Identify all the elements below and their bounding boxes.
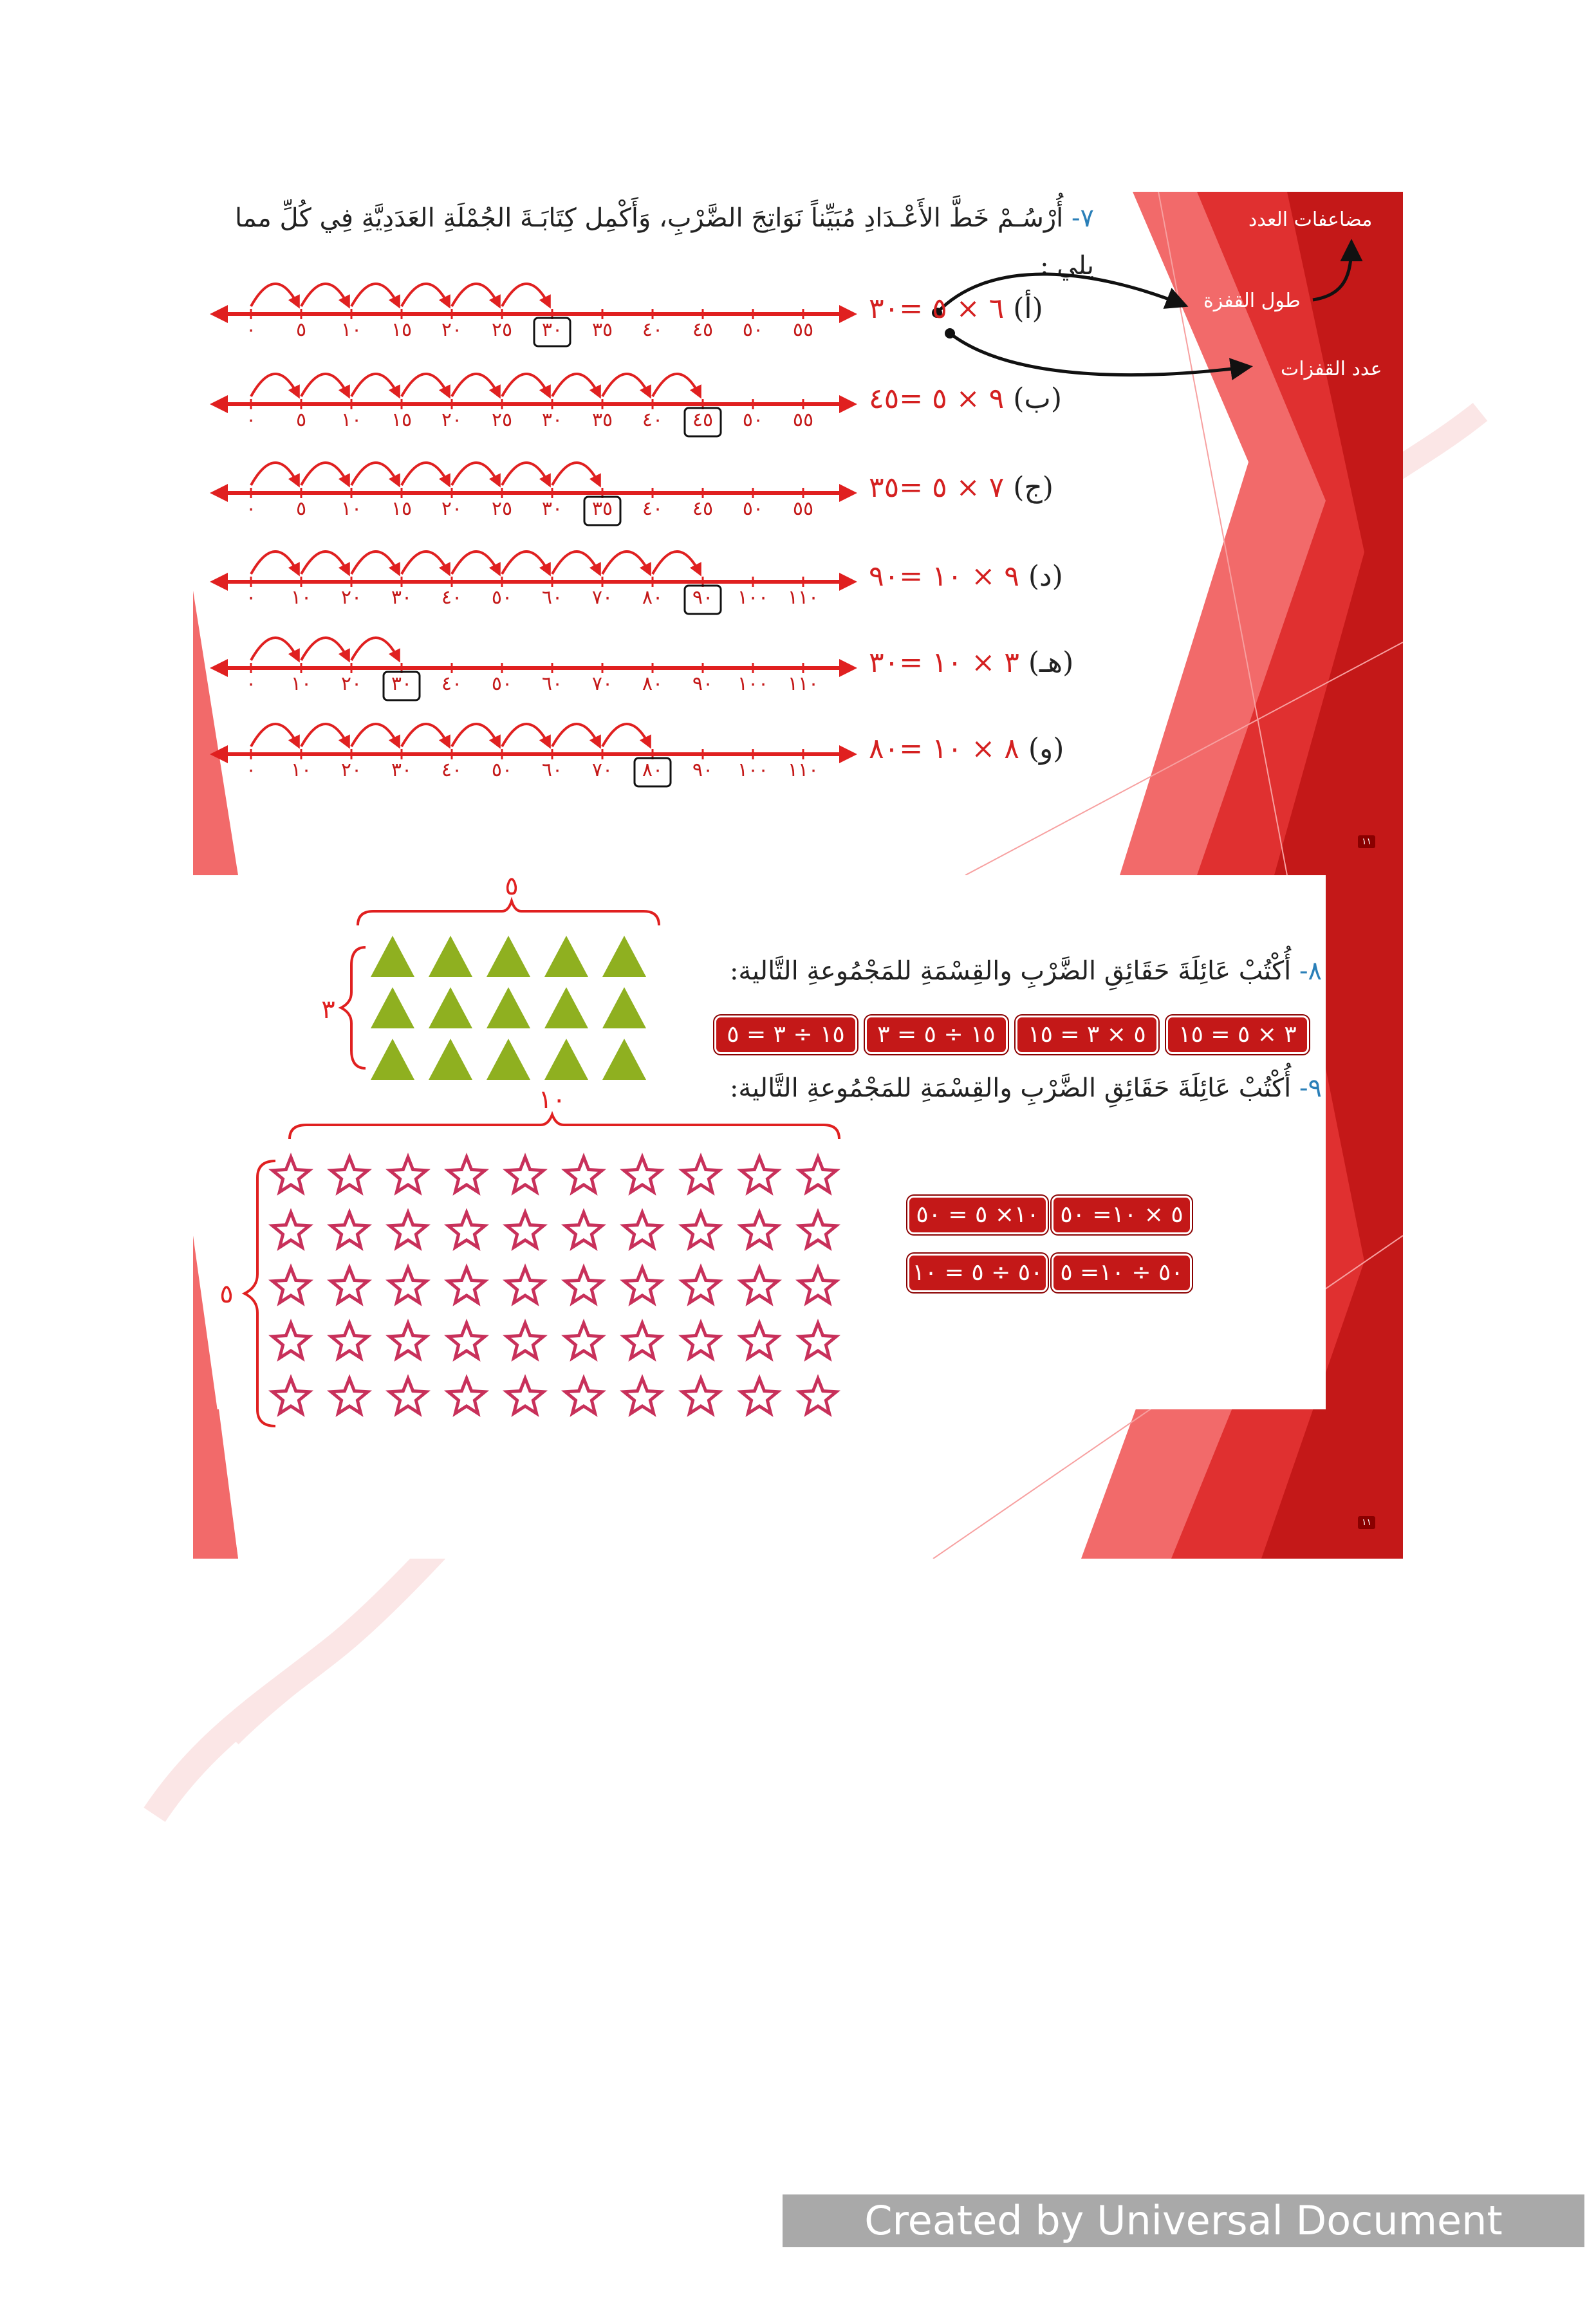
- tick-label: ٥٠: [491, 759, 513, 781]
- number-line-row-4: [210, 552, 857, 614]
- tick-label: ٥٥: [792, 409, 814, 431]
- tick-label: ٤٠: [441, 586, 463, 609]
- equation-label: (ج): [1004, 471, 1053, 504]
- tick-label: ٠: [245, 759, 257, 781]
- tick-label: ٦٠: [541, 672, 563, 695]
- jump-arc: [251, 638, 299, 660]
- axis-arrow-left: [210, 305, 228, 323]
- triangle-cols-label: ٥: [505, 875, 519, 901]
- jump-arc: [402, 463, 449, 485]
- tick-label: ٢٠: [441, 319, 463, 341]
- jump-arc: [251, 463, 299, 485]
- tick-label: ٥: [295, 497, 307, 520]
- jump-arc: [502, 374, 550, 396]
- number-line-row-3: [210, 463, 857, 525]
- page-badge: ١١: [1358, 1516, 1375, 1529]
- jump-arc: [653, 374, 700, 396]
- number-lines: [193, 192, 1403, 875]
- note-multiples: مضاعفات العدد: [1248, 209, 1373, 231]
- tick-label: ٥٥: [792, 497, 814, 520]
- star-icon: [449, 1323, 485, 1358]
- star-icon: [273, 1268, 310, 1303]
- jump-arc: [351, 284, 399, 306]
- question-8-text: أُكْتُبْ عَائِلَةَ حَقَائِقِ الضَّرْبِ والقِسْمَةِ للمَجْمُوعةِ التَّالية:: [729, 956, 1292, 986]
- tick-label: ٤٥: [692, 497, 714, 520]
- tick-label: ٤٠: [441, 759, 463, 781]
- page-badge: ١١: [1358, 835, 1375, 848]
- axis-arrow-right: [839, 659, 857, 677]
- number-line-row-1: [210, 284, 857, 346]
- tick-label: ٦٠: [541, 586, 563, 609]
- tick-label: ٣٠: [391, 759, 413, 781]
- tick-label: ١٠٠: [737, 759, 769, 781]
- question-8-number: ٨-: [1299, 956, 1322, 986]
- star-icon: [624, 1378, 661, 1413]
- star-icon: [741, 1378, 778, 1413]
- tick-label: ٨٠: [642, 759, 663, 781]
- star-icon: [449, 1212, 485, 1247]
- tick-label: ٥٠: [491, 672, 513, 695]
- star-icon: [390, 1157, 427, 1192]
- star-icon: [800, 1378, 837, 1413]
- number-line-row-6: [210, 724, 857, 786]
- star-icon: [273, 1323, 310, 1358]
- jump-arc: [452, 552, 499, 574]
- tick-label: ٣٠: [541, 497, 563, 520]
- star-icon: [624, 1212, 661, 1247]
- jump-arc: [402, 284, 449, 306]
- star-icon: [507, 1212, 544, 1247]
- star-icon: [683, 1212, 719, 1247]
- tick-label: ٧٠: [591, 759, 613, 781]
- star-icon: [566, 1268, 602, 1303]
- star-icon: [331, 1378, 368, 1413]
- tick-label: ٣٠: [541, 319, 563, 341]
- tick-label: ٥٠: [742, 409, 764, 431]
- tick-label: ٢٠: [340, 672, 362, 695]
- axis-arrow-left: [210, 395, 228, 413]
- star-icon: [741, 1157, 778, 1192]
- star-icon: [331, 1268, 368, 1303]
- tick-label: ٧٠: [591, 586, 613, 609]
- axis-arrow-left: [210, 745, 228, 763]
- q8-boxes-fact-2: ٥ × ٣ = ١٥: [1016, 1016, 1158, 1054]
- tick-label: ٢٠: [340, 759, 362, 781]
- axis-arrow-left: [210, 484, 228, 502]
- star-icon: [507, 1323, 544, 1358]
- tick-label: ٣٠: [391, 672, 413, 695]
- star-rows-label: ٥: [219, 1279, 234, 1309]
- jump-arc: [653, 552, 700, 574]
- tick-label: ٣٠: [391, 586, 413, 609]
- triangle-icon: [544, 1039, 588, 1080]
- jump-arc: [351, 638, 399, 660]
- tick-label: ٠: [245, 586, 257, 609]
- tick-label: ٥٠: [742, 497, 764, 520]
- jump-arc: [602, 724, 650, 747]
- jump-arc: [351, 552, 399, 574]
- q8-boxes-fact-4: ١٥ ÷ ٣ = ٥: [714, 1016, 857, 1054]
- tick-label: ١٠: [340, 497, 362, 520]
- q9-boxes-fact-1: ٥ × ١٠= ٥٠: [1052, 1196, 1192, 1234]
- star-icon: [331, 1157, 368, 1192]
- jump-arc: [502, 724, 550, 747]
- tick-label: ١٠٠: [737, 586, 769, 609]
- jump-arc: [602, 552, 650, 574]
- equation-label: (هـ): [1019, 646, 1074, 679]
- number-line-row-5: [210, 638, 857, 700]
- axis-arrow-left: [210, 659, 228, 677]
- jump-arc: [552, 374, 600, 396]
- star-array: [219, 1085, 839, 1426]
- triangle-icon: [544, 987, 588, 1028]
- jump-arc: [351, 463, 399, 485]
- triangle-icon: [371, 987, 414, 1028]
- jump-arc: [502, 463, 550, 485]
- axis-arrow-right: [839, 745, 857, 763]
- star-icon: [624, 1157, 661, 1192]
- brace-left: [341, 947, 366, 1068]
- jump-arc: [301, 724, 349, 747]
- tick-label: ٤٠: [441, 672, 463, 695]
- brace-top: [290, 1115, 839, 1139]
- tick-label: ٠: [245, 319, 257, 341]
- equation-text: ٩ × ١٠ =٩٠: [869, 560, 1019, 593]
- question-9-number: ٩-: [1299, 1073, 1322, 1103]
- object-arrays: [193, 875, 1403, 1559]
- star-icon: [800, 1212, 837, 1247]
- tick-label: ٤٥: [692, 409, 714, 431]
- triangle-array: [321, 875, 659, 1080]
- star-icon: [507, 1157, 544, 1192]
- q8-boxes-fact-3: ١٥ ÷ ٥ = ٣: [865, 1016, 1008, 1054]
- tick-label: ١١٠: [787, 759, 819, 781]
- equation-label: (أ): [1004, 292, 1043, 325]
- equation-text: ٣ × ١٠ =٣٠: [869, 646, 1019, 679]
- tick-label: ٩٠: [692, 672, 714, 695]
- triangle-icon: [371, 936, 414, 977]
- tick-label: ٤٠: [642, 319, 663, 341]
- equation-text: ٩ × ٥ =٤٥: [869, 382, 1005, 415]
- jump-arc: [301, 638, 349, 660]
- star-cols-label: ١٠: [538, 1085, 566, 1115]
- star-icon: [273, 1157, 310, 1192]
- tick-label: ٢٠: [441, 497, 463, 520]
- tick-label: ٧٠: [591, 672, 613, 695]
- q8-boxes-fact-1: ٣ × ٥ = ١٥: [1166, 1016, 1309, 1054]
- slide-fact-families: [193, 875, 1403, 1559]
- jump-arc: [452, 724, 499, 747]
- tick-label: ١٠: [290, 759, 312, 781]
- question-9-text: أُكْتُبْ عَائِلَةَ حَقَائِقِ الضَّرْبِ والقِسْمَةِ للمَجْمُوعةِ التَّالية:: [729, 1073, 1292, 1103]
- tick-label: ١٠: [290, 672, 312, 695]
- equation-text: ٧ × ٥ =٣٥: [869, 471, 1005, 504]
- question-7-number: ٧-: [1072, 203, 1094, 233]
- triangle-icon: [544, 936, 588, 977]
- star-icon: [390, 1268, 427, 1303]
- tick-label: ٤٠: [642, 409, 663, 431]
- tick-label: ٥٥: [792, 319, 814, 341]
- triangle-icon: [487, 936, 530, 977]
- star-icon: [566, 1157, 602, 1192]
- star-icon: [800, 1323, 837, 1358]
- triangle-icon: [602, 936, 646, 977]
- equation-label: (د): [1019, 560, 1063, 593]
- tick-label: ١٠٠: [737, 672, 769, 695]
- note-jump-length: طول القفزة: [1203, 290, 1301, 312]
- star-icon: [566, 1323, 602, 1358]
- tick-label: ٥٠: [491, 586, 513, 609]
- star-icon: [683, 1157, 719, 1192]
- tick-label: ٩٠: [692, 586, 714, 609]
- star-icon: [624, 1268, 661, 1303]
- tick-label: ٢٠: [441, 409, 463, 431]
- star-icon: [683, 1378, 719, 1413]
- triangle-icon: [429, 936, 472, 977]
- tick-label: ٣٥: [591, 497, 613, 520]
- star-icon: [390, 1212, 427, 1247]
- jump-arc: [602, 374, 650, 396]
- star-icon: [566, 1378, 602, 1413]
- tick-label: ١٥: [391, 319, 413, 341]
- equation-text: ٨ × ١٠ =٨٠: [869, 732, 1019, 765]
- question-7-title-line2: يلي :: [1040, 251, 1094, 281]
- tick-label: ١٥: [391, 409, 413, 431]
- number-line-row-2: [210, 374, 857, 436]
- q9-boxes-fact-2: ١٠× ٥ = ٥٠: [907, 1196, 1048, 1234]
- jump-arc: [452, 374, 499, 396]
- tick-label: ٢٥: [491, 319, 513, 341]
- brace-left: [245, 1161, 275, 1426]
- triangle-icon: [429, 1039, 472, 1080]
- jump-arc: [502, 284, 550, 306]
- q9-boxes-fact-4: ٥٠ ÷ ٥ = ١٠: [907, 1254, 1048, 1292]
- tick-label: ٤٥: [692, 319, 714, 341]
- jump-arc: [301, 374, 349, 396]
- star-icon: [331, 1212, 368, 1247]
- jump-arc: [552, 463, 600, 485]
- tick-label: ١٠: [340, 319, 362, 341]
- jump-arc: [251, 374, 299, 396]
- jump-arc: [301, 284, 349, 306]
- tick-label: ٥: [295, 319, 307, 341]
- jump-arc: [502, 552, 550, 574]
- axis-arrow-right: [839, 484, 857, 502]
- jump-arc: [552, 552, 600, 574]
- jump-arc: [452, 284, 499, 306]
- converter-watermark: Created by Universal Document Converter: [783, 2194, 1584, 2247]
- tick-label: ٦٠: [541, 759, 563, 781]
- triangle-icon: [371, 1039, 414, 1080]
- star-icon: [273, 1212, 310, 1247]
- q9-boxes-fact-3: ٥٠ ÷ ١٠= ٥: [1052, 1254, 1192, 1292]
- jump-arc: [251, 552, 299, 574]
- axis-arrow-right: [839, 573, 857, 591]
- axis-arrow-left: [210, 573, 228, 591]
- star-icon: [390, 1378, 427, 1413]
- equation-text: ٦ × ٥ =٣٠: [869, 292, 1005, 325]
- brace-top: [358, 901, 659, 925]
- star-icon: [683, 1323, 719, 1358]
- star-icon: [741, 1323, 778, 1358]
- tick-label: ٣٥: [591, 319, 613, 341]
- triangle-icon: [487, 1039, 530, 1080]
- star-icon: [741, 1268, 778, 1303]
- star-icon: [449, 1268, 485, 1303]
- tick-label: ٠: [245, 672, 257, 695]
- axis-arrow-right: [839, 305, 857, 323]
- tick-label: ٣٥: [591, 409, 613, 431]
- slide-number-lines: [193, 192, 1403, 875]
- tick-label: ٠: [245, 409, 257, 431]
- triangle-icon: [429, 987, 472, 1028]
- star-icon: [507, 1268, 544, 1303]
- jump-arc: [251, 284, 299, 306]
- equation-label: (ب): [1004, 382, 1062, 415]
- star-icon: [449, 1378, 485, 1413]
- star-icon: [331, 1323, 368, 1358]
- tick-label: ٥٠: [742, 319, 764, 341]
- triangle-icon: [602, 987, 646, 1028]
- jump-arc: [402, 552, 449, 574]
- tick-label: ٥: [295, 409, 307, 431]
- star-icon: [800, 1268, 837, 1303]
- tick-label: ٢٠: [340, 586, 362, 609]
- triangle-icon: [602, 1039, 646, 1080]
- star-icon: [624, 1323, 661, 1358]
- jump-arc: [301, 552, 349, 574]
- triangle-icon: [487, 987, 530, 1028]
- jump-arc: [301, 463, 349, 485]
- equation-label: (و): [1019, 732, 1064, 765]
- tick-label: ٣٠: [541, 409, 563, 431]
- jump-arc: [351, 374, 399, 396]
- tick-label: ١٥: [391, 497, 413, 520]
- jump-arc: [351, 724, 399, 747]
- jump-arc: [402, 374, 449, 396]
- star-icon: [507, 1378, 544, 1413]
- star-icon: [566, 1212, 602, 1247]
- jump-arc: [452, 463, 499, 485]
- tick-label: ٨٠: [642, 672, 663, 695]
- tick-label: ٤٠: [642, 497, 663, 520]
- tick-label: ٨٠: [642, 586, 663, 609]
- triangle-rows-label: ٣: [321, 995, 335, 1025]
- tick-label: ١١٠: [787, 586, 819, 609]
- tick-label: ١١٠: [787, 672, 819, 695]
- jump-arc: [402, 724, 449, 747]
- jump-arc: [552, 724, 600, 747]
- question-7-text: أُرْسُـمْ خَطَّ الأَعْـدَادِ مُبَيِّناً نَوَاتِجَ الضَّرْبِ، وَأَكْمِل كِتَابَـةَ الجُمْلَةِ العَدَدِيَّةِ فِي كُلِّ مما: [235, 203, 1064, 233]
- axis-arrow-right: [839, 395, 857, 413]
- tick-label: ٢٥: [491, 497, 513, 520]
- tick-label: ١٠: [340, 409, 362, 431]
- tick-label: ٠: [245, 497, 257, 520]
- star-icon: [683, 1268, 719, 1303]
- star-icon: [273, 1378, 310, 1413]
- jump-arc: [251, 724, 299, 747]
- tick-label: ٢٥: [491, 409, 513, 431]
- star-icon: [741, 1212, 778, 1247]
- note-jump-count: عدد القفزات: [1281, 358, 1382, 380]
- tick-label: ١٠: [290, 586, 312, 609]
- tick-label: ٩٠: [692, 759, 714, 781]
- star-icon: [449, 1157, 485, 1192]
- star-icon: [800, 1157, 837, 1192]
- star-icon: [390, 1323, 427, 1358]
